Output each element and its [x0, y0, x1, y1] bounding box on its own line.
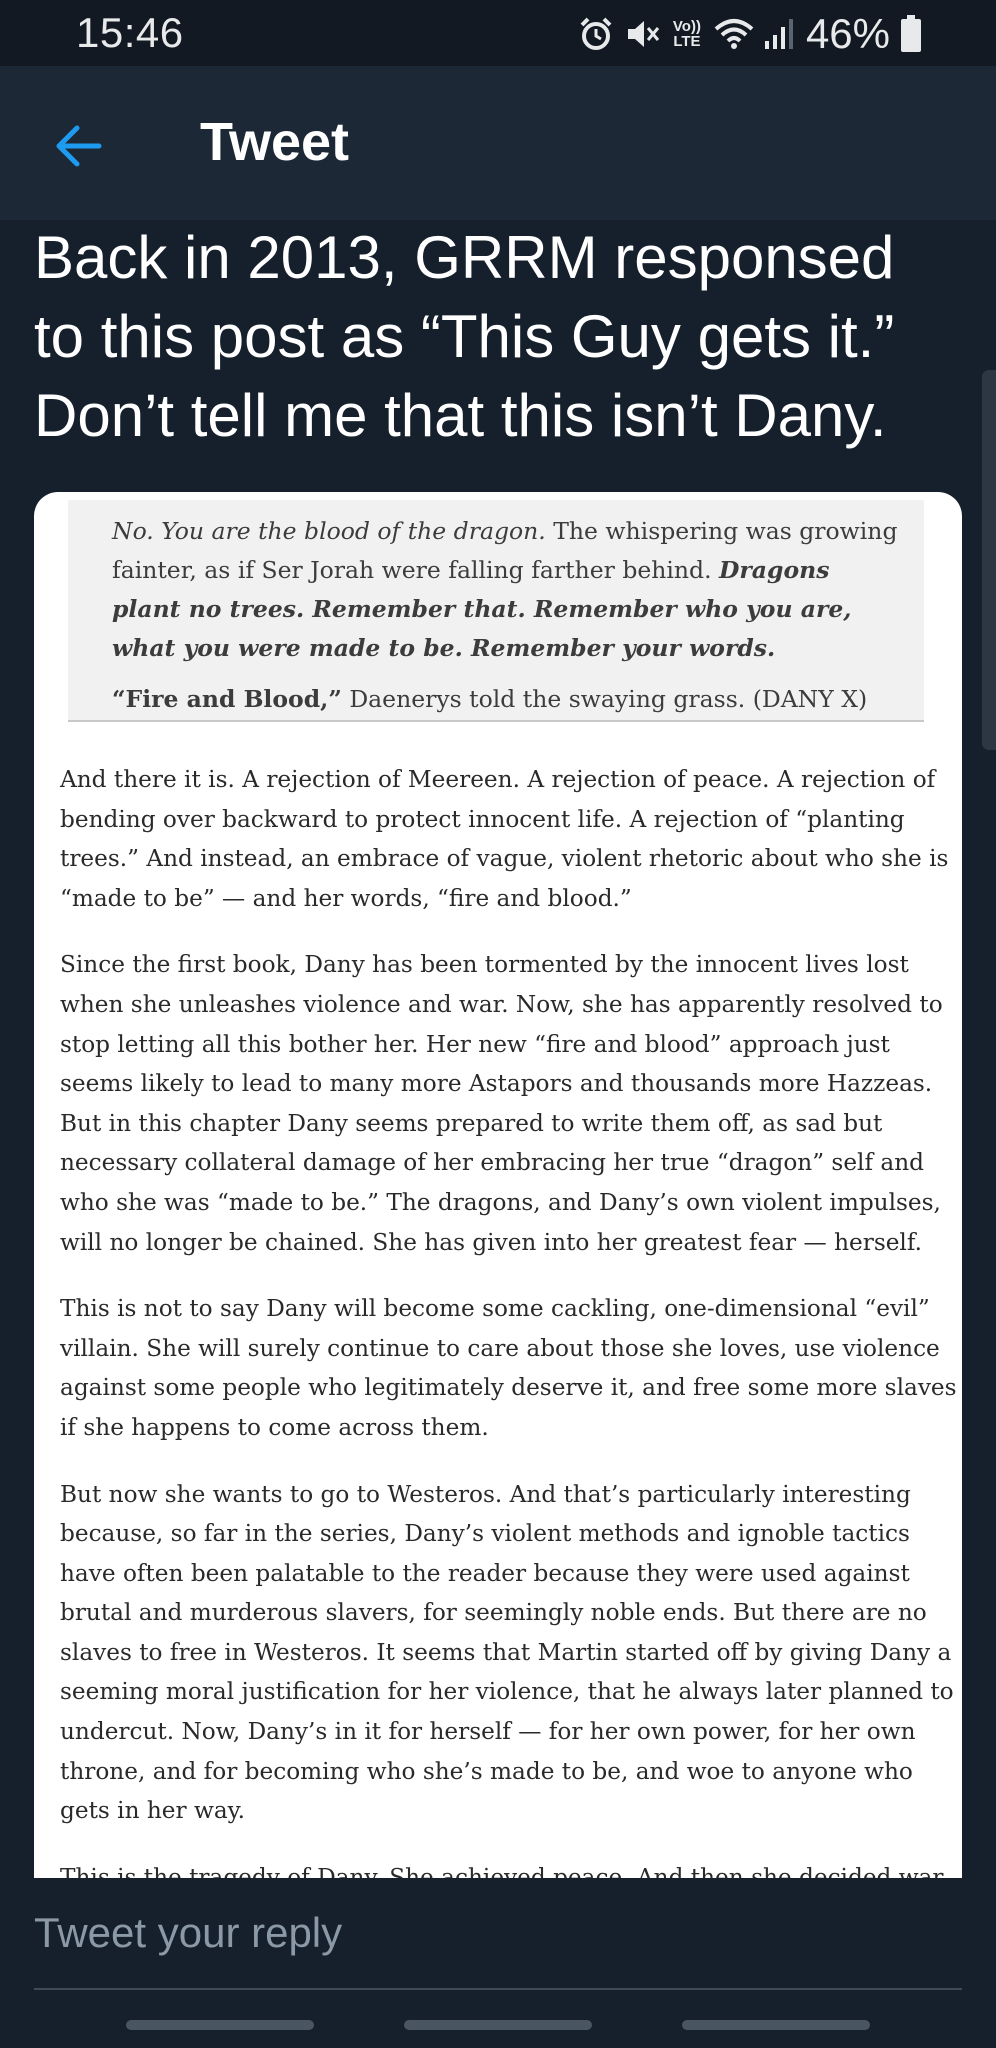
battery-level: 46%	[805, 10, 890, 57]
book-quote	[68, 500, 924, 722]
reply-bar	[0, 1878, 996, 1998]
back-button[interactable]	[46, 114, 110, 178]
system-nav-bar	[0, 1998, 996, 2048]
tweet-image[interactable]	[34, 492, 962, 1882]
status-icons	[578, 10, 922, 58]
wifi-icon	[714, 17, 754, 51]
battery-icon	[900, 15, 922, 53]
article-paragraph: And there it is. A rejection of Meereen. A rejection of peace. A rejection of bending over backward to protect innocent life. A rejection of “planting trees.” And instead, an embrace of vague, violent rhetoric about who she is “made to be” — and her words, “fire and blood.”	[60, 766, 949, 912]
article-paragraph: But now she wants to go to Westeros. And that’s particularly interesting because, so far in the series, Dany’s violent methods and ignoble tactics have often been palatable to the reader because they were used against brutal and murderous slavers, for seemingly noble ends. But there are no slaves to free in Westeros. It seems that Martin started off by giving Dany a seeming moral justification for her violence, that he always later planned to undercut. Now, Dany’s in it for herself — for her own power, for her own throne, and for becoming who she’s made to be, and woe to anyone who gets in her way.	[60, 1480, 954, 1825]
alarm-icon	[578, 16, 614, 52]
article-paragraph: Since the first book, Dany has been tormented by the innocent lives lost when she unleashes violence and war. Now, she has apparently resolved to stop letting all this bother her. Her new “fire and blood” approach just seems likely to lead to many more Astapors and thousands more Hazzeas. But in this chapter Dany seems prepared to write them off, as sad but necessary collateral damage of her embracing her true “dragon” self and who she was “made to be.” The dragons, and Dany’s own violent impulses, will no longer be chained. She has given into her greatest fear — herself.	[60, 951, 943, 1256]
quote-bold: “Fire and Blood,”	[112, 685, 342, 713]
arrow-left-icon	[53, 124, 103, 168]
article-text	[60, 760, 960, 1964]
nav-recents-button[interactable]	[126, 2020, 314, 2030]
nav-back-button[interactable]	[682, 2020, 870, 2030]
mute-icon	[624, 16, 660, 52]
quote-text: The whispering was growing fainter, as if Ser Jorah were falling farther behind.	[112, 517, 898, 584]
tweet-text: Back in 2013, GRRM responsed to this post as “This Guy gets it.” Don’t tell me that this isn’t Dany.	[34, 224, 895, 449]
article-paragraph: This is not to say Dany will become some cackling, one-dimensional “evil” villain. She will surely continue to care about those she loves, use violence against some people who legitimately deserve it, and free some more slaves if she happens to come across them.	[60, 1295, 957, 1441]
lte-label: LTE	[673, 33, 701, 50]
quote-source: Daenerys told the swaying grass. (DANY X)	[341, 685, 868, 713]
reply-input[interactable]	[34, 1878, 962, 1990]
scrollbar[interactable]	[982, 370, 996, 750]
page-title: Tweet	[200, 112, 350, 172]
quote-paragraph	[112, 512, 898, 668]
quote-bold-italic: Dragons plant no trees. Remember that. Remember who you are, what you were made to be. Remember your words.	[112, 556, 852, 662]
volte-label: Vo))	[672, 18, 701, 35]
quote-italic: No. You are the blood of the dragon.	[112, 517, 546, 545]
status-bar	[0, 0, 996, 66]
volte-icon	[670, 19, 704, 49]
quote-attribution	[112, 680, 898, 719]
status-time: 15:46	[76, 9, 184, 56]
signal-icon	[764, 17, 794, 51]
header	[0, 66, 996, 220]
nav-home-button[interactable]	[404, 2020, 592, 2030]
